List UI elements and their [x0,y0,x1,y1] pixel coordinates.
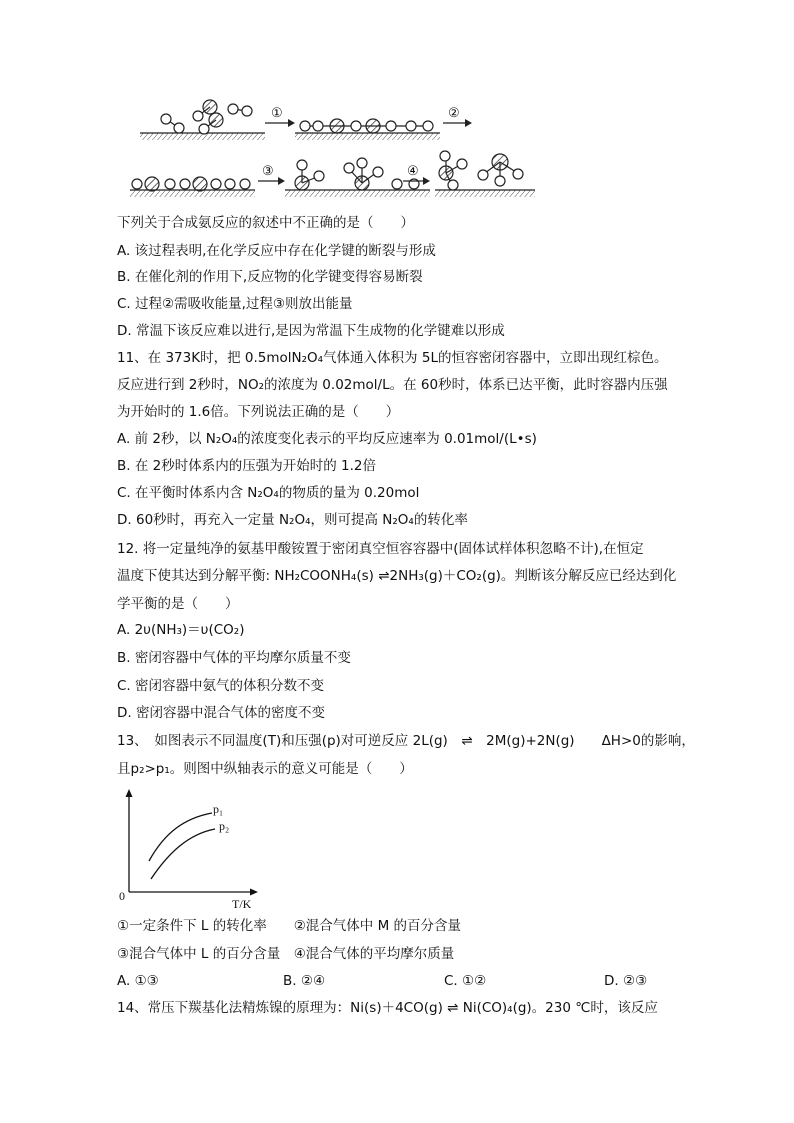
q11-option-a: A. 前 2秒，以 N₂O₄的浓度变化表示的平均反应速率为 0.01mol/(L•s) [117,431,537,447]
q13-graph [115,786,265,911]
curve-p1 [149,813,212,861]
q12-stem-line-3: 学平衡的是（ ） [117,596,239,612]
q11-stem-line-2: 反应进行到 2秒时，NO₂的浓度为 0.02mol/L。在 60秒时，体系已达平衡，此时容器内压强 [117,377,668,393]
q10-option-a: A. 该过程表明,在化学反应中存在化学键的断裂与形成 [117,243,436,259]
graph-x-label: T/K [232,897,252,911]
q12-stem-line-2: 温度下使其达到分解平衡: NH₂COONH₄(s) ⇌2NH₃(g)＋CO₂(g)。判断该分解反应已经达到化 [117,568,677,584]
graph-y-arrow [126,789,133,797]
q13-stem-line-1: 13、 如图表示不同温度(T)和压强(p)对可逆反应 2L(g) ⇌ 2M(g)+2N(g) ΔH>0的影响， [117,733,695,749]
q11-stem-line-1: 11、在 373K时，把 0.5molN₂O₄气体通入体积为 5L的恒容密闭容器中，立即出现红棕色。 [117,350,668,366]
ammonia-synthesis-figure [125,95,545,205]
curve-p2 [151,829,215,879]
q13-option-d: D. ②③ [604,973,648,989]
q11-stem-line-3: 为开始时的 1.6倍。下列说法正确的是（ ） [117,404,400,420]
q13-option-a: A. ①③ [117,973,159,989]
step-1-label: ① [271,105,283,120]
q11-option-b: B. 在 2秒时体系内的压强为开始时的 1.2倍 [117,458,376,474]
q12-option-c: C. 密闭容器中氨气的体积分数不变 [117,678,325,694]
graph-origin-label: 0 [119,889,125,903]
curve-label-p2: p₂ [219,819,230,833]
q12-option-d: D. 密闭容器中混合气体的密度不变 [117,705,325,721]
q13-items-line-1: ①一定条件下 L 的转化率 ②混合气体中 M 的百分含量 [117,918,462,934]
q12-option-b: B. 密闭容器中气体的平均摩尔质量不变 [117,650,351,666]
q13-stem-line-2: 且p₂>p₁。则图中纵轴表示的意义可能是（ ） [117,761,413,777]
q10-stem: 下列关于合成氨反应的叙述中不正确的是（ ） [117,215,414,231]
q11-option-d: D. 60秒时，再充入一定量 N₂O₄，则可提高 N₂O₄的转化率 [117,512,468,528]
q12-option-a: A. 2υ(NH₃)＝υ(CO₂) [117,622,245,638]
step-3-label: ③ [262,163,274,178]
q13-items-line-2: ③混合气体中 L 的百分含量 ④混合气体的平均摩尔质量 [117,946,455,962]
q14-stem-line-1: 14、常压下羰基化法精炼镍的原理为：Ni(s)＋4CO(g) ⇌ Ni(CO)₄(g)。230 ℃时，该反应 [117,1000,658,1016]
q13-option-b: B. ②④ [283,973,326,989]
q10-option-d: D. 常温下该反应难以进行,是因为常温下生成物的化学键难以形成 [117,323,505,339]
q10-option-c: C. 过程②需吸收能量,过程③则放出能量 [117,296,353,312]
curve-label-p1: p₁ [213,802,224,816]
q12-stem-line-1: 12. 将一定量纯净的氨基甲酸铵置于密闭真空恒容容器中(固体试样体积忽略不计),在恒定 [117,541,644,557]
graph-x-arrow [250,889,258,896]
q10-option-b: B. 在催化剂的作用下,反应物的化学键变得容易断裂 [117,269,423,285]
q13-option-c: C. ①② [444,973,487,989]
step-4-label: ④ [407,163,419,178]
q11-option-c: C. 在平衡时体系内含 N₂O₄的物质的量为 0.20mol [117,485,420,501]
step-2-label: ② [448,105,460,120]
